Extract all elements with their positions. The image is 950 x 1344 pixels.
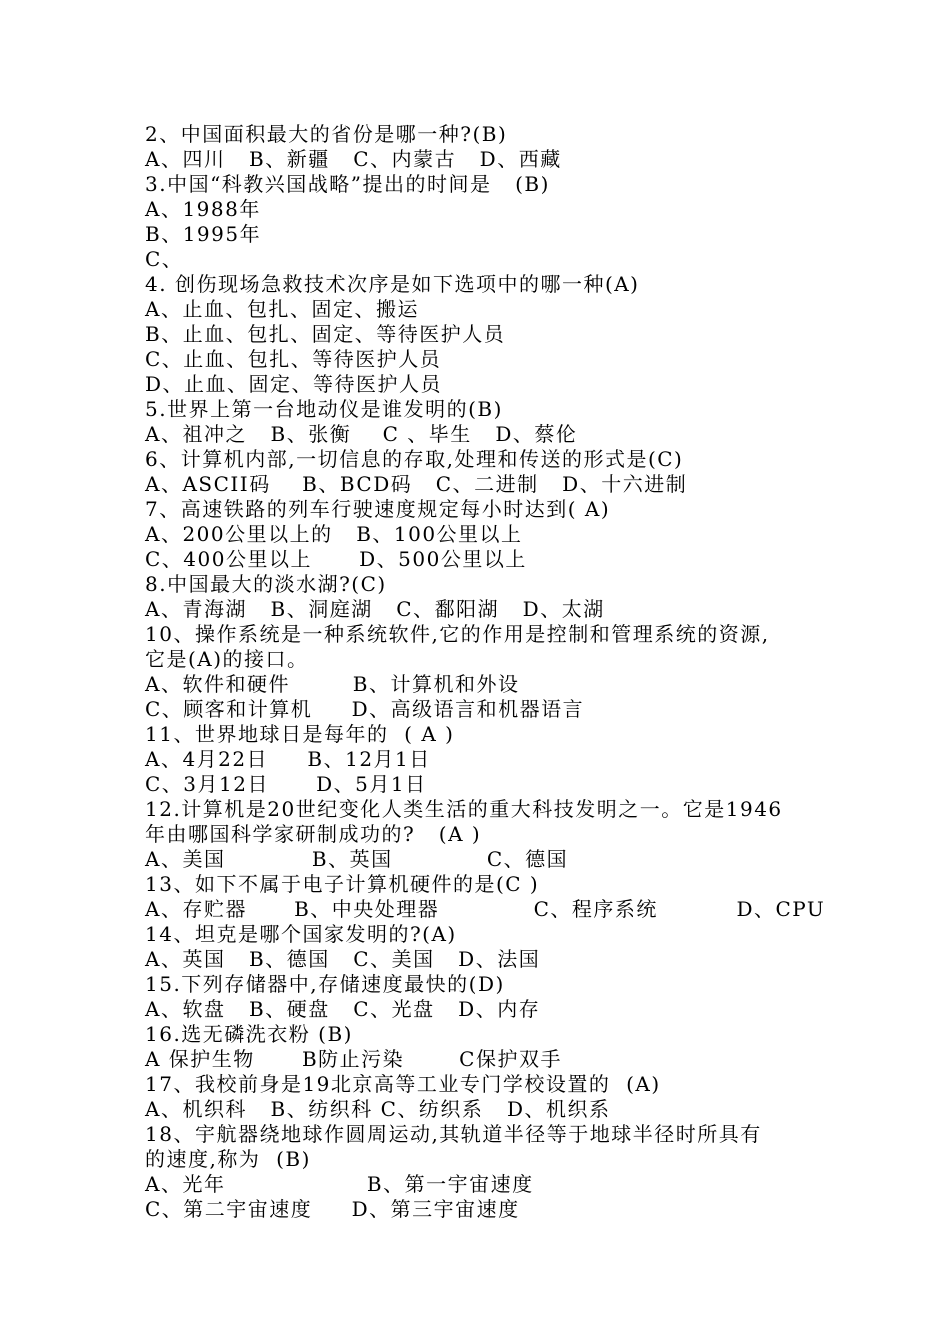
text-line: C、400公里以上 D、500公里以上 bbox=[145, 547, 527, 571]
text-line: A、4月22日 B、12月1日 bbox=[145, 747, 431, 771]
text-line: D、止血、固定、等待医护人员 bbox=[145, 372, 443, 396]
text-line: A、软盘 B、硬盘 C、光盘 D、内存 bbox=[145, 997, 541, 1021]
text-line: A、机织科 B、纺织科 C、纺织系 D、机织系 bbox=[145, 1097, 611, 1121]
text-line: A、祖冲之 B、张衡 C 、毕生 D、蔡伦 bbox=[145, 422, 578, 446]
text-line: C、止血、包扎、等待医护人员 bbox=[145, 347, 442, 371]
text-line: 它是(A)的接口。 bbox=[145, 647, 309, 671]
text-line: B、1995年 bbox=[145, 222, 262, 246]
text-line: 2、中国面积最大的省份是哪一种?(B) bbox=[145, 122, 508, 146]
text-line: A、光年 B、第一宇宙速度 bbox=[145, 1172, 534, 1196]
text-line: B、止血、包扎、固定、等待医护人员 bbox=[145, 322, 506, 346]
text-line: A、1988年 bbox=[145, 197, 261, 221]
text-line: 18、宇航器绕地球作圆周运动,其轨道半径等于地球半径时所具有 bbox=[145, 1122, 762, 1146]
text-line: 16.选无磷洗衣粉 (B) bbox=[145, 1022, 353, 1046]
text-line: 10、操作系统是一种系统软件,它的作用是控制和管理系统的资源, bbox=[145, 622, 770, 646]
text-line: A、软件和硬件 B、计算机和外设 bbox=[145, 672, 520, 696]
text-line: 的速度,称为 (B) bbox=[145, 1147, 311, 1171]
text-line: 6、计算机内部,一切信息的存取,处理和传送的形式是(C) bbox=[145, 447, 684, 471]
text-line: A、200公里以上的 B、100公里以上 bbox=[145, 522, 523, 546]
text-line: 17、我校前身是19北京高等工业专门学校设置的 (A) bbox=[145, 1072, 661, 1096]
text-line: A、青海湖 B、洞庭湖 C、鄱阳湖 D、太湖 bbox=[145, 597, 605, 621]
text-line: C、 bbox=[145, 247, 184, 271]
text-line: A、美国 B、英国 C、德国 bbox=[145, 847, 569, 871]
text-line: A、ASCII码 B、BCD码 C、二进制 D、十六进制 bbox=[145, 472, 688, 496]
text-line: A、止血、包扎、固定、搬运 bbox=[145, 297, 419, 321]
text-line: 12.计算机是20世纪变化人类生活的重大科技发明之一。它是1946 bbox=[145, 797, 783, 821]
quiz-text-block bbox=[145, 122, 845, 1222]
text-line: 8.中国最大的淡水湖?(C) bbox=[145, 572, 387, 596]
text-line: 14、坦克是哪个国家发明的?(A) bbox=[145, 922, 457, 946]
text-line: A 保护生物 B防止污染 C保护双手 bbox=[145, 1047, 562, 1071]
text-line: 7、高速铁路的列车行驶速度规定每小时达到( A) bbox=[145, 497, 611, 521]
text-line: 年由哪国科学家研制成功的? (A ) bbox=[145, 822, 482, 846]
text-line: 5.世界上第一台地动仪是谁发明的(B) bbox=[145, 397, 503, 421]
text-line: 11、世界地球日是每年的 ( A ) bbox=[145, 722, 455, 746]
text-line: C、顾客和计算机 D、高级语言和机器语言 bbox=[145, 697, 585, 721]
text-line: 15.下列存储器中,存储速度最快的(D) bbox=[145, 972, 505, 996]
text-line: A、四川 B、新疆 C、内蒙古 D、西藏 bbox=[145, 147, 562, 171]
text-line: C、3月12日 D、5月1日 bbox=[145, 772, 427, 796]
text-line: 3.中国“科教兴国战略”提出的时间是 (B) bbox=[145, 172, 550, 196]
text-line: 13、如下不属于电子计算机硬件的是(C ) bbox=[145, 872, 540, 896]
text-line: 4. 创伤现场急救技术次序是如下选项中的哪一种(A) bbox=[145, 272, 640, 296]
text-line: A、存贮器 B、中央处理器 C、程序系统 D、CPU bbox=[145, 897, 826, 921]
text-line: A、英国 B、德国 C、美国 D、法国 bbox=[145, 947, 541, 971]
text-line: C、第二宇宙速度 D、第三宇宙速度 bbox=[145, 1197, 520, 1221]
